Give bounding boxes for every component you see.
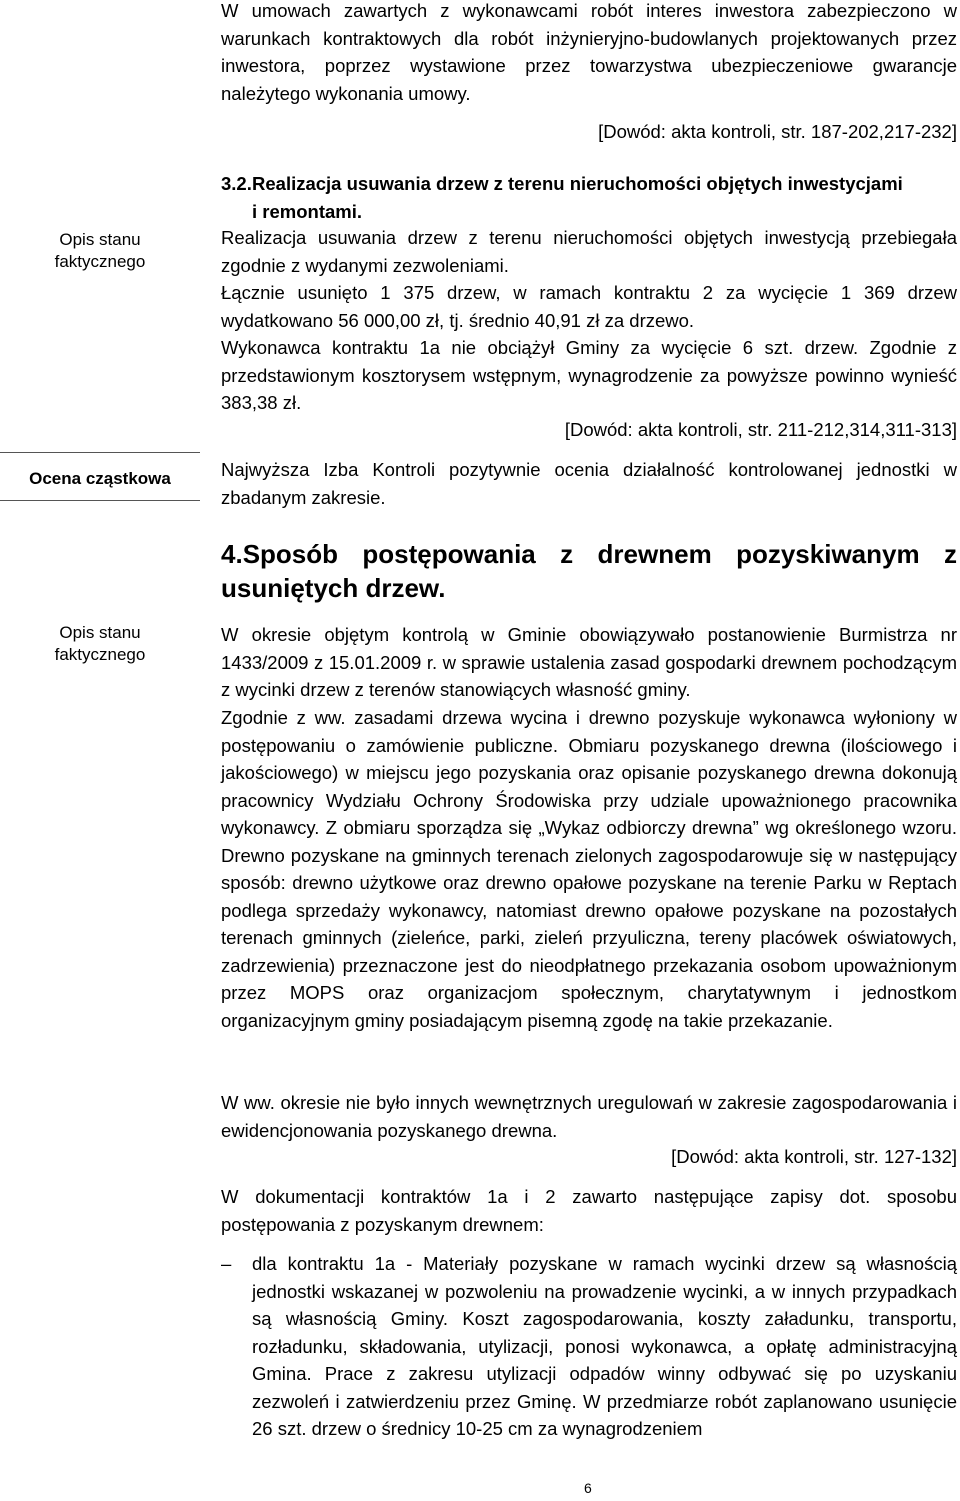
paragraph: Realizacja usuwania drzew z terenu nieruchomości objętych inwestycją przebiegała zgodnie z wydanymi zezwoleniami. [221, 227, 957, 276]
side-label-line: Opis stanu [59, 623, 141, 642]
paragraph: Wykonawca kontraktu 1a nie obciążył Gminy za wycięcie 6 szt. drzew. Zgodnie z przedstawionym kosztorysem wstępnym, wynagrodzenie za powyższe powinno wynieść 383,38 zł. [221, 337, 957, 413]
paragraph: Łącznie usunięto 1 375 drzew, w ramach kontraktu 2 za wycięcie 1 369 drzew wydatkowano 56 000,00 zł, tj. średnio 40,91 zł za drzewo. [221, 282, 957, 331]
page-number: 6 [584, 1480, 592, 1496]
side-label-line: Opis stanu [59, 230, 141, 249]
side-divider [0, 452, 200, 453]
section-number: 3.2. [221, 173, 252, 194]
paragraph: W ww. okresie nie było innych wewnętrznych uregulowań w zakresie zagospodarowania i ewidencjonowania pozyskanego drewna. [221, 1092, 957, 1141]
paragraph: Zgodnie z ww. zasadami drzewa wycina i drewno pozyskuje wykonawca wyłoniony w postępowaniu o zamówienie publiczne. Obmiaru pozyskanego drewna (ilościowego i jakościowego) w miejscu jego pozyskania oraz opisanie pozyskanego drewna dokonują pracownicy Wydziału Ochrony Środowiska przy udziale upoważnionego pracownika wykonawcy. Z obmiaru sporządza się „Wykaz odbiorczy drewna” wg określonego wzoru. Drewno pozyskane na gminnych terenach zielonych zagospodarowuje się w następujący sposób: drewno użytkowe oraz drewno opałowe pozyskane na terenie Parku w Reptach podlega sprzedaży wykonawcy, natomiast drewno opałowe pozyskane na pozostałych terenach gminnych (zieleńce, parki, zieleń przyuliczna, tereny placówek oświatowych, zadrzewienia) przeznaczone jest do nieodpłatnego przekazania osobom upoważnionym przez MOPS oraz organizacjom społecznym, charytatywnym i jednostkom organizacyjnym gminy posiadającym pisemną zgodę na takie przekazanie. [221, 707, 957, 1031]
side-label-line: faktycznego [54, 252, 146, 271]
evidence-reference: [Dowód: akta kontroli, str. 127-132] [671, 1146, 957, 1167]
intro-paragraph: W umowach zawartych z wykonawcami robót interes inwestora zabezpieczono w warunkach kontraktowych dla robót inżynieryjno-budowlanych projektowanych przez inwestora, poprzez wystawione przez towarzystwa ubezpieczeniowe gwarancje należytego wykonania umowy. [221, 0, 957, 104]
section-title-cont: i remontami. [252, 200, 362, 222]
margin-sidebar [0, 0, 200, 1501]
side-label-line: faktycznego [54, 645, 146, 664]
side-label-assessment: Ocena cząstkowa [29, 469, 171, 488]
paragraph: W okresie objętym kontrolą w Gminie obowiązywało postanowienie Burmistrza nr 1433/2009 z 15.01.2009 r. w sprawie ustalenia zasad gospodarki drewnem pochodzącym z wycinki drzew z terenów stanowiących własność gminy. [221, 624, 957, 700]
side-divider [0, 500, 200, 501]
evidence-reference: [Dowód: akta kontroli, str. 211-212,314,311-313] [564, 419, 957, 440]
dash-bullet: – [221, 1253, 232, 1274]
assessment-paragraph: Najwyższa Izba Kontroli pozytywnie ocenia działalność kontrolowanej jednostki w zbadanym zakresie. [221, 459, 957, 508]
section-title: Sposób postępowania z drewnem pozyskiwanym z usuniętych drzew. [221, 539, 957, 603]
list-item-text: dla kontraktu 1a - Materiały pozyskane w ramach wycinki drzew są własnością jednostki wskazanej w pozwoleniu na prowadzenie wycinki, a w innych przypadkach są własnością Gminy. Koszt zagospodarowania, koszty załadunku, transportu, rozładunku, składowania, utylizacji, ponosi wykonawca, a opłatę administracyjną Gmina. Prace z zakresu utylizacji odpadów winny odbywać się po uzyskaniu zezwoleń i zatwierdzeniu przez Gminę. W przedmiarze robót zaplanowano usunięcie 26 szt. drzew o średnicy 10-25 cm za wynagrodzeniem [252, 1253, 957, 1439]
section-number: 4. [221, 539, 243, 569]
evidence-reference: [Dowód: akta kontroli, str. 187-202,217-232] [598, 121, 957, 142]
section-title: Realizacja usuwania drzew z terenu nieruchomości objętych inwestycjami [252, 173, 903, 194]
paragraph: W dokumentacji kontraktów 1a i 2 zawarto następujące zapisy dot. sposobu postępowania z pozyskanym drewnem: [221, 1186, 957, 1235]
section-heading-3-2 [221, 170, 957, 225]
side-label-fact-1 [0, 229, 200, 273]
section-heading-4 [221, 537, 957, 605]
side-label-fact-2 [0, 622, 200, 666]
list-item [221, 1250, 957, 1443]
